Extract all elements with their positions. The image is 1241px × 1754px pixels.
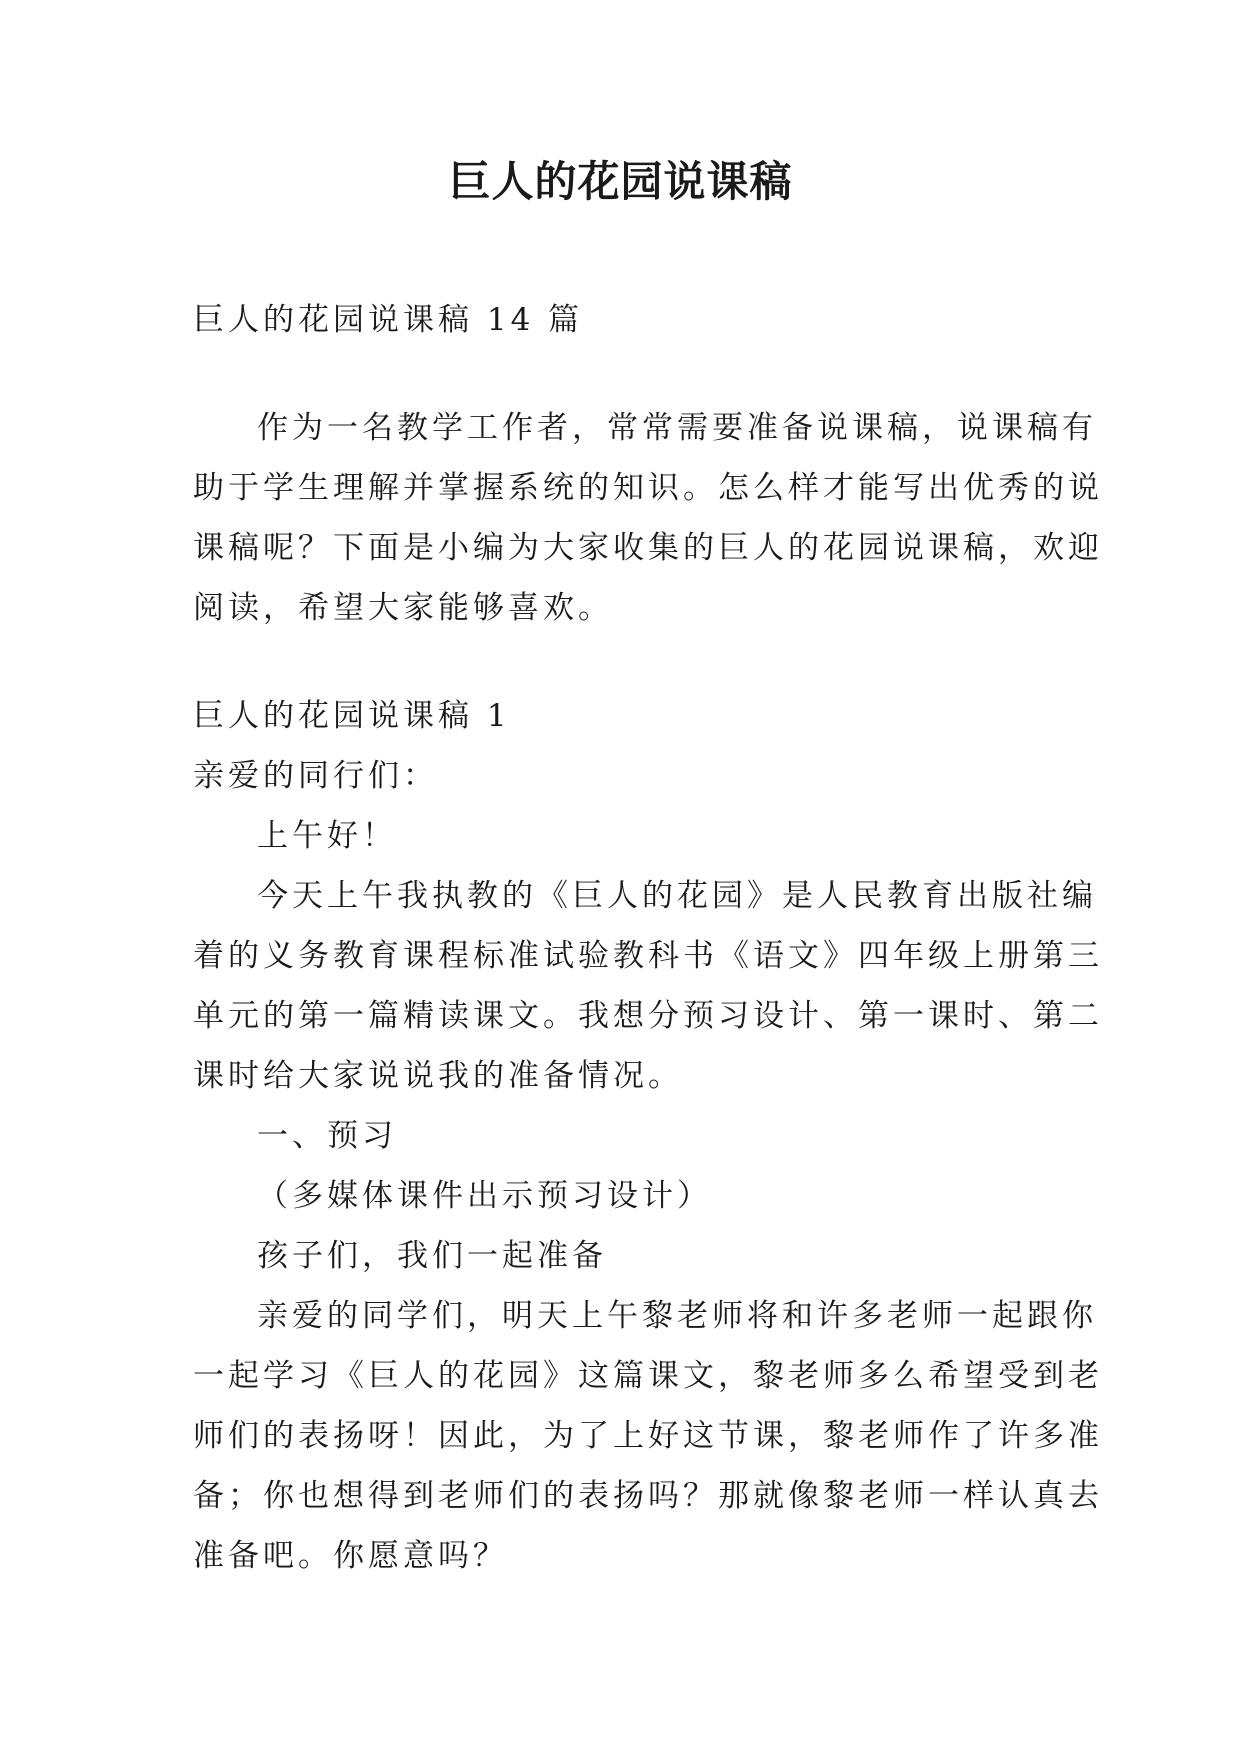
paragraph-line: 准备吧。你愿意吗？ [193,1538,508,1574]
paragraph-line: 师们的表扬呀！因此，为了上好这节课，黎老师作了许多准 [193,1418,1103,1454]
paragraph [193,866,1103,1106]
intro-line: 课稿呢？下面是小编为大家收集的巨人的花园说课稿，欢迎 [193,530,1103,566]
spacer [193,638,1053,686]
paragraph-line: 一起学习《巨人的花园》这篇课文，黎老师多么希望受到老 [193,1358,1103,1394]
intro-paragraph [193,398,1103,638]
document-body [193,290,1103,1586]
paragraph-line: 着的义务教育课程标准试验教科书《语文》四年级上册第三 [193,938,1103,974]
list-item-heading: 一、预习 [257,1118,397,1154]
intro-line: 助于学生理解并掌握系统的知识。怎么样才能写出优秀的说 [193,470,1103,506]
paragraph [193,1286,1103,1586]
salutation: 亲爱的同行们： [193,758,438,794]
list-item-subheading: 孩子们，我们一起准备 [257,1238,607,1274]
intro-line: 作为一名教学工作者，常常需要准备说课稿，说课稿有 [257,410,1097,446]
section-heading: 巨人的花园说课稿 1 [193,698,511,734]
document-subtitle: 巨人的花园说课稿 14 篇 [193,302,584,338]
list-item-note: （多媒体课件出示预习设计） [257,1178,712,1214]
spacer [193,350,1053,398]
document-title: 巨人的花园说课稿 [448,157,793,206]
greeting: 上午好！ [257,818,397,854]
paragraph-line: 备；你也想得到老师们的表扬吗？那就像黎老师一样认真去 [193,1478,1103,1514]
paragraph-line: 今天上午我执教的《巨人的花园》是人民教育出版社编 [257,878,1097,914]
intro-line: 阅读，希望大家能够喜欢。 [193,590,613,626]
paragraph-line: 单元的第一篇精读课文。我想分预习设计、第一课时、第二 [193,998,1103,1034]
paragraph-line: 课时给大家说说我的准备情况。 [193,1058,683,1094]
paragraph-line: 亲爱的同学们，明天上午黎老师将和许多老师一起跟你 [257,1298,1097,1334]
